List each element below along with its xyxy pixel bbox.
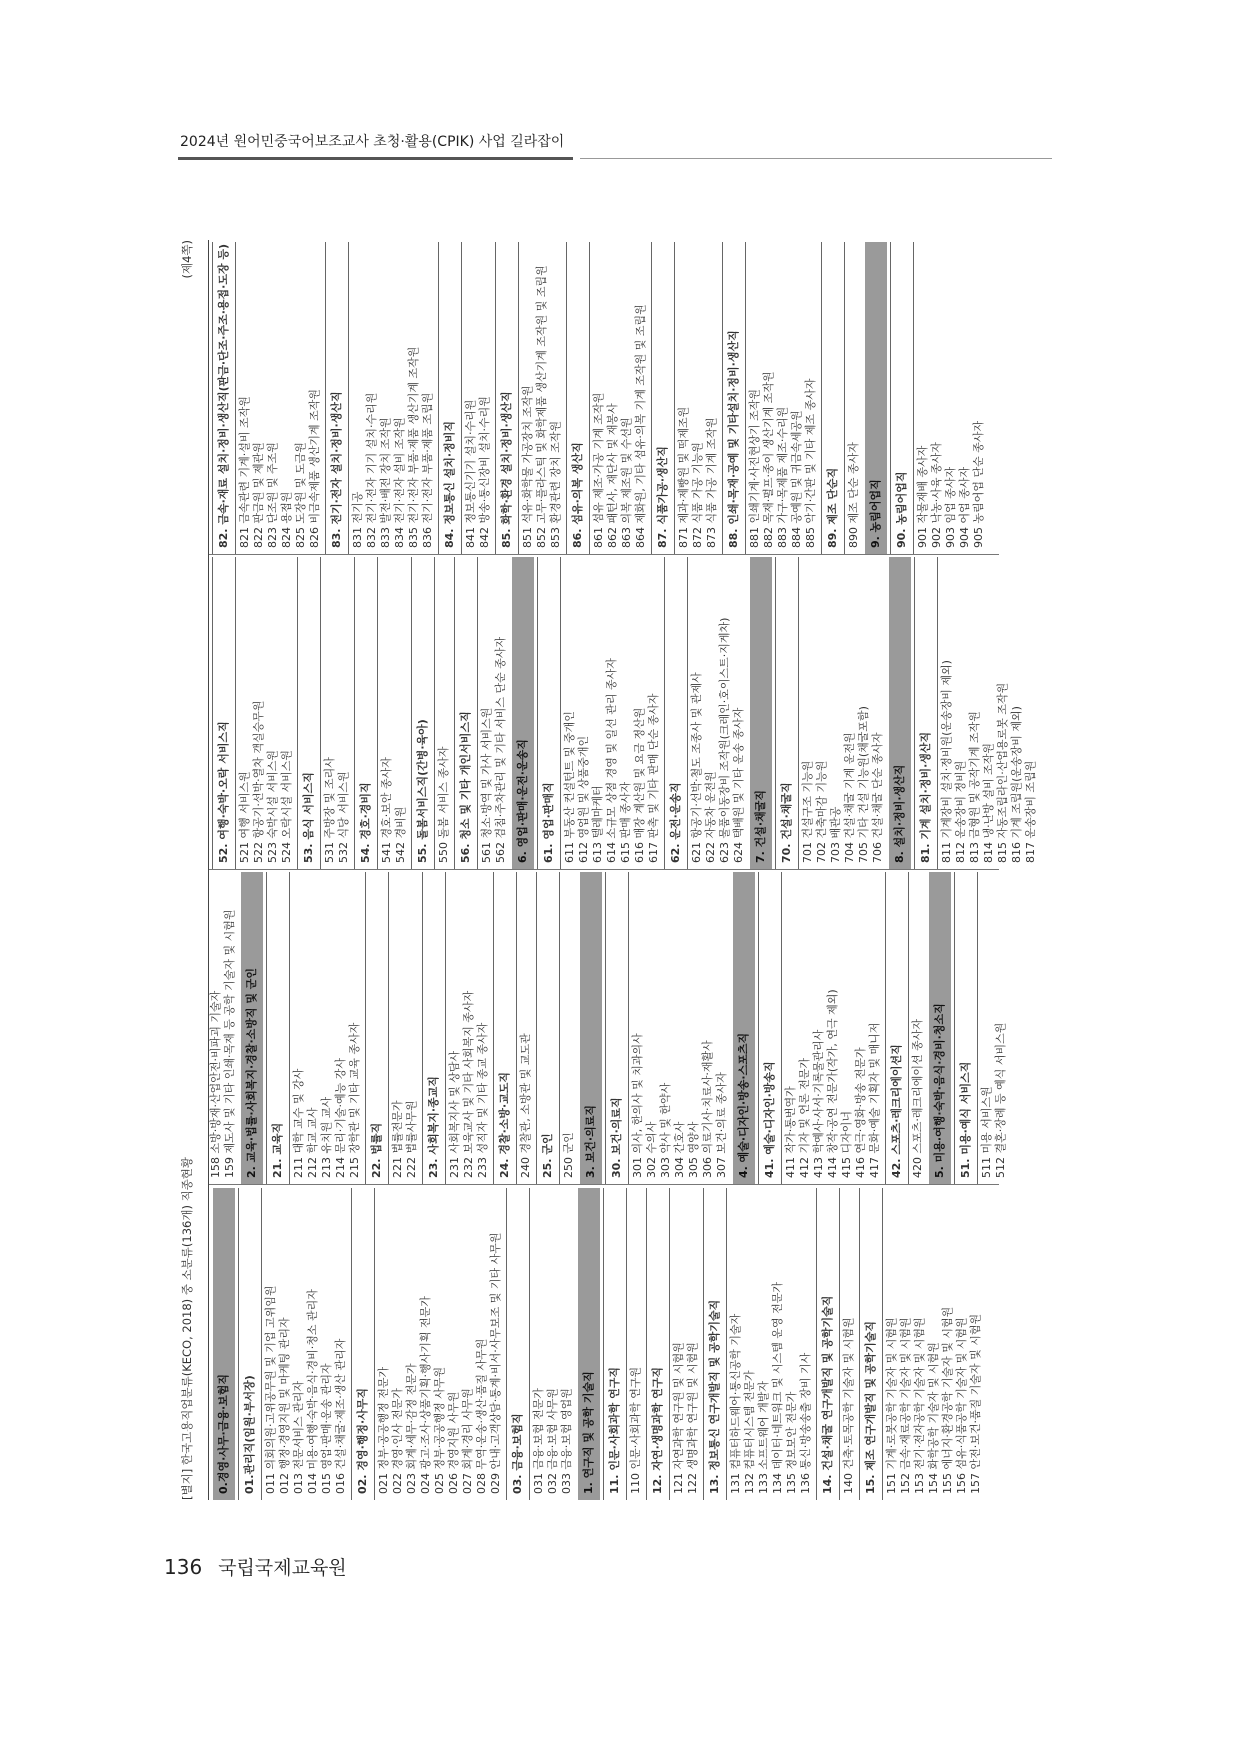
occupation-item: 029 안내·고객상담·통계·비서·사무보조 및 기타 사무원 [489, 1232, 502, 1494]
occupation-item: 417 문화·예술 기획자 및 매니저 [868, 1022, 881, 1178]
page-header-title: 2024년 원어민중국어보조교사 초청·활용(CPIK) 사업 길라잡이 [180, 134, 565, 150]
occupation-item: 816 기계 조립원(운송장비 제외) [1010, 706, 1023, 863]
occupation-item: 221 법률전문가 [391, 1100, 404, 1178]
occupation-item: 836 전기·전자 부품·제품 조립원 [421, 392, 434, 548]
subcategory-heading: 89. 제조 단순직 [821, 242, 845, 554]
subcategory-heading: 41. 예술·디자인·방송직 [758, 872, 782, 1184]
subcategory-heading: 12. 자연·생명과학 연구직 [646, 1188, 670, 1500]
occupation-item: 550 돌봄 서비스 종사자 [437, 746, 450, 863]
occupation-item: 842 방송·통신장비 설치·수리원 [478, 396, 491, 548]
occupation-item: 154 화학공학 기술자 및 시험원 [927, 1342, 940, 1494]
occupation-item: 022 경영·인사 전문가 [391, 1388, 404, 1494]
page-footer [164, 1553, 347, 1580]
subcategory-heading: 88. 인쇄·목재·공예 및 기타설치·정비·생산직 [722, 242, 746, 554]
occupation-item: 701 건설구조 기능원 [801, 760, 814, 863]
occupation-item: 152 금속·재료공학 기술자 및 시험원 [899, 1317, 912, 1494]
table-page-marker: (제4쪽) [180, 240, 194, 279]
subcategory-heading: 84. 정보통신 설치·정비직 [438, 242, 462, 554]
subcategory-heading: 24. 경찰·소방·교도직 [493, 872, 517, 1184]
occupation-item: 882 목재·펄프·종이 생산기계 조작원 [762, 371, 775, 548]
occupation-item: 702 건축마감 기능원 [815, 760, 828, 863]
occupation-item: 132 컴퓨터시스템 전문가 [743, 1370, 756, 1494]
occupation-item: 414 창작·공연 전문가(작가, 연극 제외) [826, 989, 839, 1178]
occupation-item: 233 성직자 및 기타 종교 종사자 [476, 1022, 489, 1178]
occupation-item: 532 식당 서비스원 [337, 771, 350, 863]
occupation-item: 416 연극·영화·방송 전문가 [854, 1047, 867, 1178]
occupation-item: 904 어업 종사자 [958, 466, 971, 548]
subcategory-heading: 15. 제조 연구개발직 및 공학기술직 [859, 1188, 883, 1500]
occupation-item: 511 미용 서비스원 [980, 1086, 993, 1178]
subcategory-heading: 11. 인문·사회과학 연구직 [603, 1188, 627, 1500]
occupation-item: 025 정부·공공행정 사무원 [433, 1366, 446, 1494]
occupation-item: 211 대학 교수 및 강사 [292, 1068, 305, 1178]
major-category: 3. 보건·의료직 [580, 872, 602, 1184]
footer-org: 국립국제교육원 [218, 1557, 347, 1579]
occupation-item: 307 보건·의료 종사자 [715, 1072, 728, 1178]
occupation-item: 303 약사 및 한약사 [659, 1082, 672, 1178]
occupation-item: 014 미용·여행·숙박·음식·경비·청소 관리자 [306, 1289, 319, 1494]
subcategory-heading: 90. 농림어업직 [890, 242, 914, 554]
subcategory-heading: 87. 식품가공·생산직 [651, 242, 675, 554]
occupation-item: 881 인쇄기계·사진현상기 조작원 [748, 389, 761, 548]
occupation-item: 159 제도사 및 기타 인쇄·목재 등 공학 기술자 및 시험원 [223, 909, 236, 1178]
occupation-item: 821 금속관련 기계·설비 조작원 [238, 396, 251, 548]
occupation-item: 624 택배원 및 기타 운송 종사자 [732, 707, 745, 863]
occupation-item: 157 안전·보건·품질 기술자 및 시험원 [969, 1313, 982, 1494]
occupation-item: 240 경찰관, 소방관 및 교도관 [519, 1033, 532, 1178]
subcategory-heading: 14. 건설·채굴 연구개발직 및 공학기술직 [816, 1188, 840, 1500]
occupation-item: 541 경호·보안 종사자 [380, 757, 393, 863]
occupation-item: 903 임업 종사자 [944, 466, 957, 548]
occupation-item: 134 데이터·네트워크 및 시스템 운영 전문가 [771, 1282, 784, 1494]
occupation-item: 872 식품 가공 기능원 [691, 442, 704, 548]
subcategory-heading: 83. 전기·전자 설치·정비·생산직 [325, 242, 349, 554]
occupation-item: 021 정부·공공행정 전문가 [377, 1366, 390, 1494]
occupation-item: 153 전기·전자공학 기술자 및 시험원 [913, 1317, 926, 1494]
occupation-item: 825 도장원 및 도금원 [294, 442, 307, 548]
occupation-item: 415 디자이너 [840, 1111, 853, 1178]
occupation-item: 031 금융·보험 전문가 [532, 1388, 545, 1494]
occupation-item: 562 검침·주차관리 및 기타 서비스 단순 종사자 [494, 636, 507, 863]
occupation-item: 304 간호사 [673, 1121, 686, 1178]
occupation-item: 612 영업원 및 상품중개인 [577, 735, 590, 863]
subcategory-heading: 42. 스포츠·레크리에이션직 [885, 872, 909, 1184]
occupation-item: 015 영업·판매·운송 관리자 [320, 1363, 333, 1494]
occupation-item: 853 환경관련 장치 조작원 [549, 420, 562, 548]
major-category: 2. 교육·법률·사회복지·경찰·소방직 및 군인 [241, 872, 263, 1184]
page-number: 136 [164, 1555, 203, 1579]
occupation-item: 412 기자 및 언론 전문가 [798, 1058, 811, 1178]
occupation-item: 016 건설·채굴·제조·생산 관리자 [334, 1338, 347, 1494]
occupation-item: 140 건축·토목공학 기술자 및 시험원 [842, 1317, 855, 1494]
occupation-item: 615 판매 종사자 [619, 781, 632, 863]
occupation-item: 158 소방·방재·산업안전·비파괴 기술자 [209, 990, 222, 1178]
occupation-item: 011 의회의원·고위공무원 및 기업 고위임원 [264, 1285, 277, 1494]
major-category: 6. 영업·판매·운전·운송직 [512, 557, 534, 869]
occupation-item: 883 가구·목제품 제조·수리원 [776, 406, 789, 548]
occupation-item: 151 기계·로봇공학 기술자 및 시험원 [885, 1317, 898, 1494]
occupation-item: 027 회계·경리 사무원 [461, 1388, 474, 1494]
subcategory-heading: 53. 음식 서비스직 [297, 557, 321, 869]
occupation-item: 817 운송장비 조립원 [1024, 760, 1037, 863]
occupation-item: 306 의료기사·치료사·재활사 [701, 1040, 714, 1178]
major-category: 8. 설치·정비·생산직 [889, 557, 911, 869]
occupation-item: 411 작가·통번역가 [784, 1086, 797, 1178]
occupation-item: 232 보육교사 및 기타 사회복지 종사자 [462, 990, 475, 1178]
subcategory-heading: 21. 교육직 [266, 872, 290, 1184]
major-category: 0.경영·사무·금융·보험직 [213, 1188, 235, 1500]
subcategory-heading: 70. 건설·채굴직 [775, 557, 799, 869]
occupation-item: 864 제화원, 기타 섬유·의복 기계 조작원 및 조립원 [634, 304, 647, 548]
occupation-item: 012 행정·경영지원 및 마케팅 관리자 [278, 1317, 291, 1494]
subcategory-heading: 02. 경영·행정·사무직 [351, 1188, 375, 1500]
occupation-item: 890 제조 단순 종사자 [847, 442, 860, 548]
subcategory-heading: 54. 경호·경비직 [354, 557, 378, 869]
occupation-item: 213 유치원 교사 [320, 1096, 333, 1178]
occupation-item: 834 전기·전자 설비 조작원 [393, 417, 406, 548]
occupation-item: 831 전기공 [351, 491, 364, 548]
occupation-item: 156 섬유·식품공학 기술자 및 시험원 [955, 1317, 968, 1494]
occupation-item: 812 운송장비 정비원 [954, 760, 967, 863]
subcategory-heading: 62. 운전·운송직 [664, 557, 688, 869]
occupation-item: 301 의사, 한의사 및 치과의사 [631, 1033, 644, 1178]
occupation-item: 524 오락시설 서비스원 [280, 750, 293, 863]
occupation-item: 841 정보통신기기 설치·수리원 [464, 399, 477, 548]
subcategory-heading: 85. 화학·환경 설치·정비·생산직 [495, 242, 519, 554]
occupation-item: 122 생명과학 연구원 및 시험원 [686, 1342, 699, 1494]
occupation-item: 823 단조원 및 주조원 [266, 442, 279, 548]
occupation-item: 611 부동산 컨설턴트 및 중개인 [563, 711, 576, 863]
table-caption: [별지] 한국고용직업분류(KECO, 2018) 중 소분류(136개) 직종현황 [180, 1156, 194, 1500]
occupation-item: 815 자동조립라인·산업용로봇 조작원 [996, 682, 1009, 863]
table-column-4 [209, 242, 999, 555]
occupation-item: 706 건설·채굴 단순 종사자 [871, 732, 884, 863]
occupation-item: 885 악기·간판 및 기타 제조 종사자 [804, 378, 817, 548]
occupation-item: 614 소규모 상점 경영 및 일선 관리 종사자 [605, 658, 618, 863]
occupation-item: 835 전기·전자 부품·제품 생산기계 조작원 [407, 346, 420, 548]
occupation-item: 212 학교 교사 [306, 1107, 319, 1178]
occupation-item: 214 문리·기술·예능 강사 [334, 1058, 347, 1178]
table-column-3 [209, 557, 1037, 870]
occupation-item: 561 청소·방역 및 가사 서비스원 [480, 707, 493, 863]
occupation-item: 871 제과·제빵원 및 떡제조원 [677, 406, 690, 548]
occupation-item: 131 컴퓨터하드웨어·통신공학 기술자 [729, 1313, 742, 1494]
table-column-1 [209, 1188, 999, 1500]
occupation-item: 121 자연과학 연구원 및 시험원 [672, 1342, 685, 1494]
occupation-item: 873 식품 가공 기계 조작원 [705, 417, 718, 548]
occupation-item: 613 텔레마케터 [591, 785, 604, 863]
occupation-item: 617 판촉 및 기타 판매 단순 종사자 [647, 693, 660, 863]
occupation-item: 250 군인 [562, 1132, 575, 1178]
table-column-2 [209, 872, 1007, 1185]
occupation-item: 811 기계장비 설치·정비원(운송장비 제외) [940, 660, 953, 863]
occupation-item: 231 사회복지사 및 상담사 [448, 1050, 461, 1178]
occupation-item: 023 회계·세무·감정 전문가 [405, 1363, 418, 1494]
subcategory-heading: 25. 군인 [536, 872, 560, 1184]
major-category: 7. 건설·채굴직 [750, 557, 772, 869]
occupation-item: 832 전기·전자 기기 설치·수리원 [365, 392, 378, 548]
occupation-item: 522 항공기·선박·열차 객실승무원 [252, 700, 265, 863]
occupation-item: 902 낙농·사육 종사자 [930, 442, 943, 548]
occupation-item: 852 고무·플라스틱 및 화학제품 생산기계 조작원 및 조립원 [535, 265, 548, 548]
occupation-item: 861 섬유 제조·가공 기계 조작원 [592, 392, 605, 548]
occupation-item: 110 인문·사회과학 연구원 [629, 1366, 642, 1494]
occupation-item: 833 발전·배전 장치 조작원 [379, 417, 392, 548]
occupation-item: 884 공예원 및 귀금속세공원 [790, 410, 803, 548]
major-category: 1. 연구직 및 공학 기술직 [578, 1188, 600, 1500]
occupation-item: 826 비금속제품 생산기계 조작원 [308, 389, 321, 548]
header-rule-thin [580, 158, 1052, 159]
occupation-item: 824 용접원 [280, 491, 293, 548]
subcategory-heading: 13. 정보통신 연구개발직 및 공학기술직 [703, 1188, 727, 1500]
occupation-item: 814 냉·난방 설비 조작원 [982, 743, 995, 863]
occupation-item: 222 법률사무원 [405, 1100, 418, 1178]
subcategory-heading: 55. 돌봄서비스직(간병·육아) [411, 557, 435, 869]
occupation-item: 862 패턴사, 재단사 및 재봉사 [606, 403, 619, 548]
table-columns [208, 240, 1037, 1500]
subcategory-heading: 81. 기계 설치·정비·생산직 [914, 557, 938, 869]
occupation-item: 521 여행 서비스원 [238, 771, 251, 863]
occupation-item: 851 석유·화학물 가공장치 조작원 [521, 385, 534, 548]
occupation-item: 822 판금원 및 제관원 [252, 442, 265, 548]
occupation-item: 703 배관공 [829, 806, 842, 863]
occupation-item: 523 숙박시설 서비스원 [266, 750, 279, 863]
occupation-item: 542 경비원 [394, 806, 407, 863]
occupation-item: 621 항공기·선박·철도 조종사 및 관제사 [690, 672, 703, 863]
occupation-item: 901 작물재배 종사자 [916, 445, 929, 548]
occupation-item: 302 수의사 [645, 1121, 658, 1178]
header-rule-thick [178, 157, 573, 160]
rotated-occupation-table [180, 240, 1037, 1500]
occupation-item: 705 기타 건설 기능원(채굴포함) [857, 706, 870, 863]
subcategory-heading: 30. 보건·의료직 [605, 872, 629, 1184]
subcategory-heading: 56. 청소 및 기타 개인서비스직 [454, 557, 478, 869]
occupation-item: 704 건설·채굴 기계 운전원 [843, 732, 856, 863]
subcategory-heading: 22. 법률직 [365, 872, 389, 1184]
occupation-item: 013 전문서비스 관리자 [292, 1381, 305, 1494]
occupation-item: 531 주방장 및 조리사 [323, 757, 336, 863]
subcategory-heading: 01.관리직(임원·부서장) [238, 1188, 262, 1500]
subcategory-heading: 61. 영업·판매직 [537, 557, 561, 869]
subcategory-heading: 51. 미용·예식 서비스직 [954, 872, 978, 1184]
major-category: 5. 미용·여행·숙박·음식·경비·청소직 [929, 872, 951, 1184]
occupation-item: 863 의복 제조원 및 수선원 [620, 417, 633, 548]
occupation-item: 420 스포츠·레크리에이션 종사자 [911, 1019, 924, 1178]
occupation-item: 133 소프트웨어 개발자 [757, 1381, 770, 1494]
occupation-item: 215 장학관 및 기타 교육 종사자 [348, 1022, 361, 1178]
subcategory-heading: 23. 사회복지·종교직 [422, 872, 446, 1184]
occupation-item: 512 결혼·장례 등 예식 서비스원 [994, 1022, 1007, 1178]
occupation-item: 622 자동차 운전원 [704, 771, 717, 863]
occupation-item: 413 학예사·사서·기록물관리사 [812, 1029, 825, 1178]
subcategory-heading: 82. 금속·재료 설치·정비·생산직(판금·단조·주조·용접·도장 등) [212, 242, 236, 554]
occupation-item: 905 농림어업 단순 종사자 [972, 420, 985, 548]
occupation-item: 623 물품이동장비 조작원(크레인·호이스트·지게차) [718, 617, 731, 863]
occupation-item: 024 광고·조사·상품기획·행사기획 전문가 [419, 1296, 432, 1494]
occupation-item: 305 영양사 [687, 1121, 700, 1178]
occupation-item: 032 금융·보험 사무원 [546, 1388, 559, 1494]
subcategory-heading: 52. 여행·숙박·오락 서비스직 [212, 557, 236, 869]
occupation-item: 135 정보보안 전문가 [785, 1391, 798, 1494]
occupation-item: 033 금융·보험 영업원 [560, 1388, 573, 1494]
occupation-item: 155 에너지·환경공학 기술자 및 시험원 [941, 1306, 954, 1494]
subcategory-heading: 03. 금융·보험직 [506, 1188, 530, 1500]
occupation-item: 136 통신·방송송출 장비 기사 [799, 1352, 812, 1494]
occupation-item: 026 경영지원 사무원 [447, 1391, 460, 1494]
subcategory-heading: 86. 섬유·의복 생산직 [566, 242, 590, 554]
occupation-item: 813 금형원 및 공작기계 조작원 [968, 711, 981, 863]
major-category: 9. 농림어업직 [865, 242, 887, 554]
major-category: 4. 예술·디자인·방송·스포츠직 [733, 872, 755, 1184]
occupation-item: 616 매장 계산원 및 요금 정산원 [633, 707, 646, 863]
occupation-item: 028 무역·운송·생산·품질 사무원 [475, 1338, 488, 1494]
